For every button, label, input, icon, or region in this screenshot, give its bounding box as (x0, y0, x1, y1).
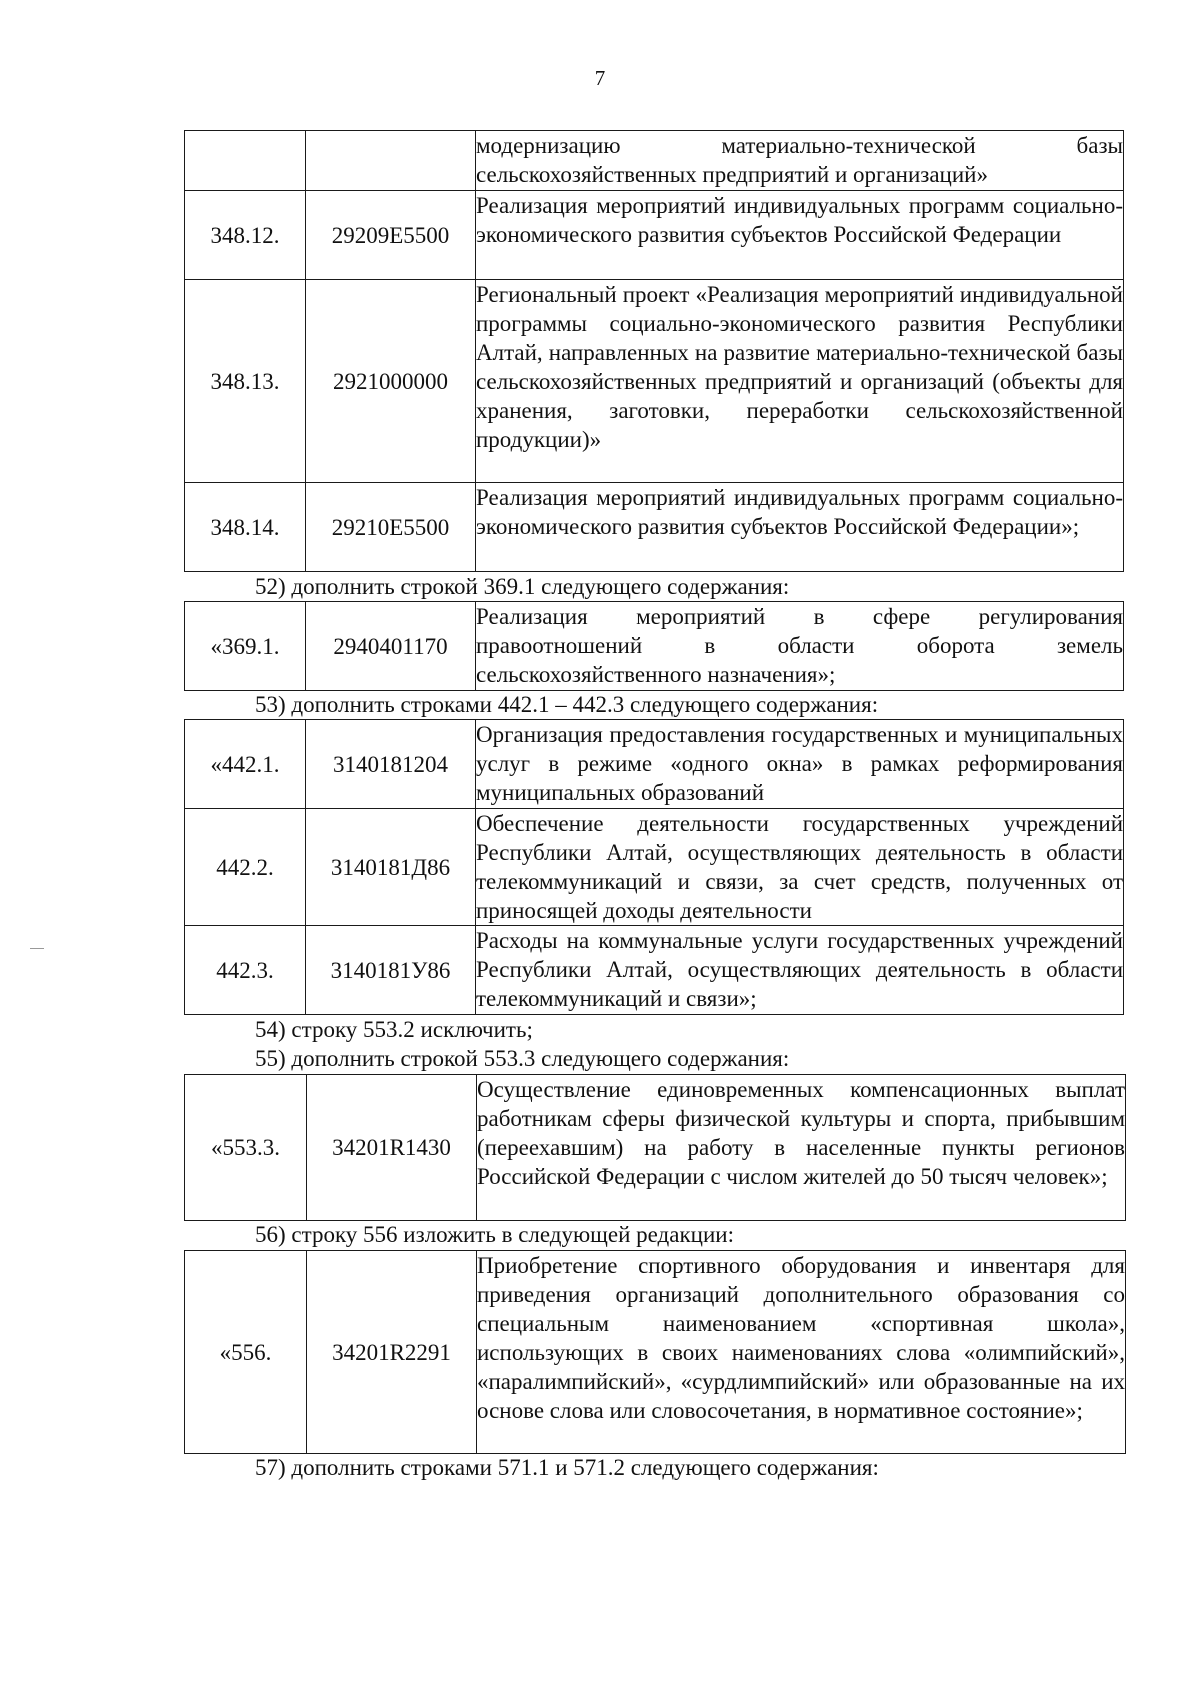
budget-code: 3140181Д86 (306, 809, 476, 926)
table-row (185, 1251, 1126, 1454)
instruction-56: 56) строку 556 изложить в следующей редакции: (255, 1222, 734, 1247)
budget-code: 3140181У86 (306, 926, 476, 1015)
row-description: Обеспечение деятельности государственных учреждений Республики Алтай, осуществляющих деятельность в области телекоммуникаций и связи, за счет средств, полученных от приносящей доходы деятельности (476, 809, 1124, 926)
table-row (185, 191, 1124, 280)
instruction-53: 53) дополнить строками 442.1 – 442.3 следующего содержания: (255, 692, 879, 717)
budget-code: 2921000000 (306, 280, 476, 483)
table-row (185, 720, 1124, 809)
row-description: Реализация мероприятий индивидуальных программ социально-экономического развития субъектов Российской Федерации (476, 191, 1124, 280)
table-row (185, 602, 1124, 691)
row-number: 442.2. (185, 809, 306, 926)
row-number: «553.3. (185, 1075, 307, 1221)
page-number: 7 (594, 66, 606, 90)
budget-code: 34201R1430 (307, 1075, 477, 1221)
row-description: Реализация мероприятий индивидуальных программ социально-экономического развития субъектов Российской Федерации»; (476, 483, 1124, 572)
row-description: Осуществление единовременных компенсационных выплат работникам сферы физической культуры и спорта, прибывшим (переехавшим) на работу в населенные пункты регионов Российской Федерации с числом жителей до 50 тысяч человек»; (477, 1075, 1126, 1221)
table-row (185, 131, 1124, 191)
budget-table-5 (184, 1250, 1126, 1454)
row-number: 348.14. (185, 483, 306, 572)
budget-code: 34201R2291 (307, 1251, 477, 1454)
row-description: Приобретение спортивного оборудования и инвентаря для приведения организаций дополнительного образования со специальным наименованием «спортивная школа», использующих в своих наименованиях слова «олимпийский», «паралимпийский», «сурдлимпийский» или образованные на их основе слова или словосочетания, в нормативное состояние»; (477, 1251, 1126, 1454)
row-number: 348.13. (185, 280, 306, 483)
row-number: «442.1. (185, 720, 306, 809)
instruction-54: 54) строку 553.2 исключить; (255, 1017, 533, 1042)
row-description: модернизацию материально-технической базы сельскохозяйственных предприятий и организаций» (476, 131, 1124, 191)
budget-table-4 (184, 1074, 1126, 1221)
row-number: 442.3. (185, 926, 306, 1015)
table-row (185, 1075, 1126, 1221)
table-row (185, 809, 1124, 926)
budget-code: 29210Е5500 (306, 483, 476, 572)
row-number (185, 131, 306, 191)
row-description: Реализация мероприятий в сфере регулирования правоотношений в области оборота земель сельскохозяйственного назначения»; (476, 602, 1124, 691)
budget-code: 29209Е5500 (306, 191, 476, 280)
budget-table-3 (184, 719, 1124, 1015)
table-row (185, 483, 1124, 572)
scan-mark (30, 948, 44, 949)
budget-code (306, 131, 476, 191)
row-number: 348.12. (185, 191, 306, 280)
budget-table-1 (184, 130, 1124, 572)
budget-code: 3140181204 (306, 720, 476, 809)
instruction-52: 52) дополнить строкой 369.1 следующего содержания: (255, 574, 790, 599)
instruction-55: 55) дополнить строкой 553.3 следующего содержания: (255, 1046, 790, 1071)
budget-code: 2940401170 (306, 602, 476, 691)
row-description: Региональный проект «Реализация мероприятий индивидуальной программы социально-экономического развития Республики Алтай, направленных на развитие материально-технической базы сельскохозяйственных предприятий и организаций (объекты для хранения, заготовки, переработки сельскохозяйственной продукции)» (476, 280, 1124, 483)
table-row (185, 926, 1124, 1015)
row-description: Расходы на коммунальные услуги государственных учреждений Республики Алтай, осуществляющих деятельность в области телекоммуникаций и связи»; (476, 926, 1124, 1015)
instruction-57: 57) дополнить строками 571.1 и 571.2 следующего содержания: (255, 1455, 879, 1480)
table-row (185, 280, 1124, 483)
row-number: «369.1. (185, 602, 306, 691)
row-description: Организация предоставления государственных и муниципальных услуг в режиме «одного окна» в рамках реформирования муниципальных образований (476, 720, 1124, 809)
row-number: «556. (185, 1251, 307, 1454)
budget-table-2 (184, 601, 1124, 691)
